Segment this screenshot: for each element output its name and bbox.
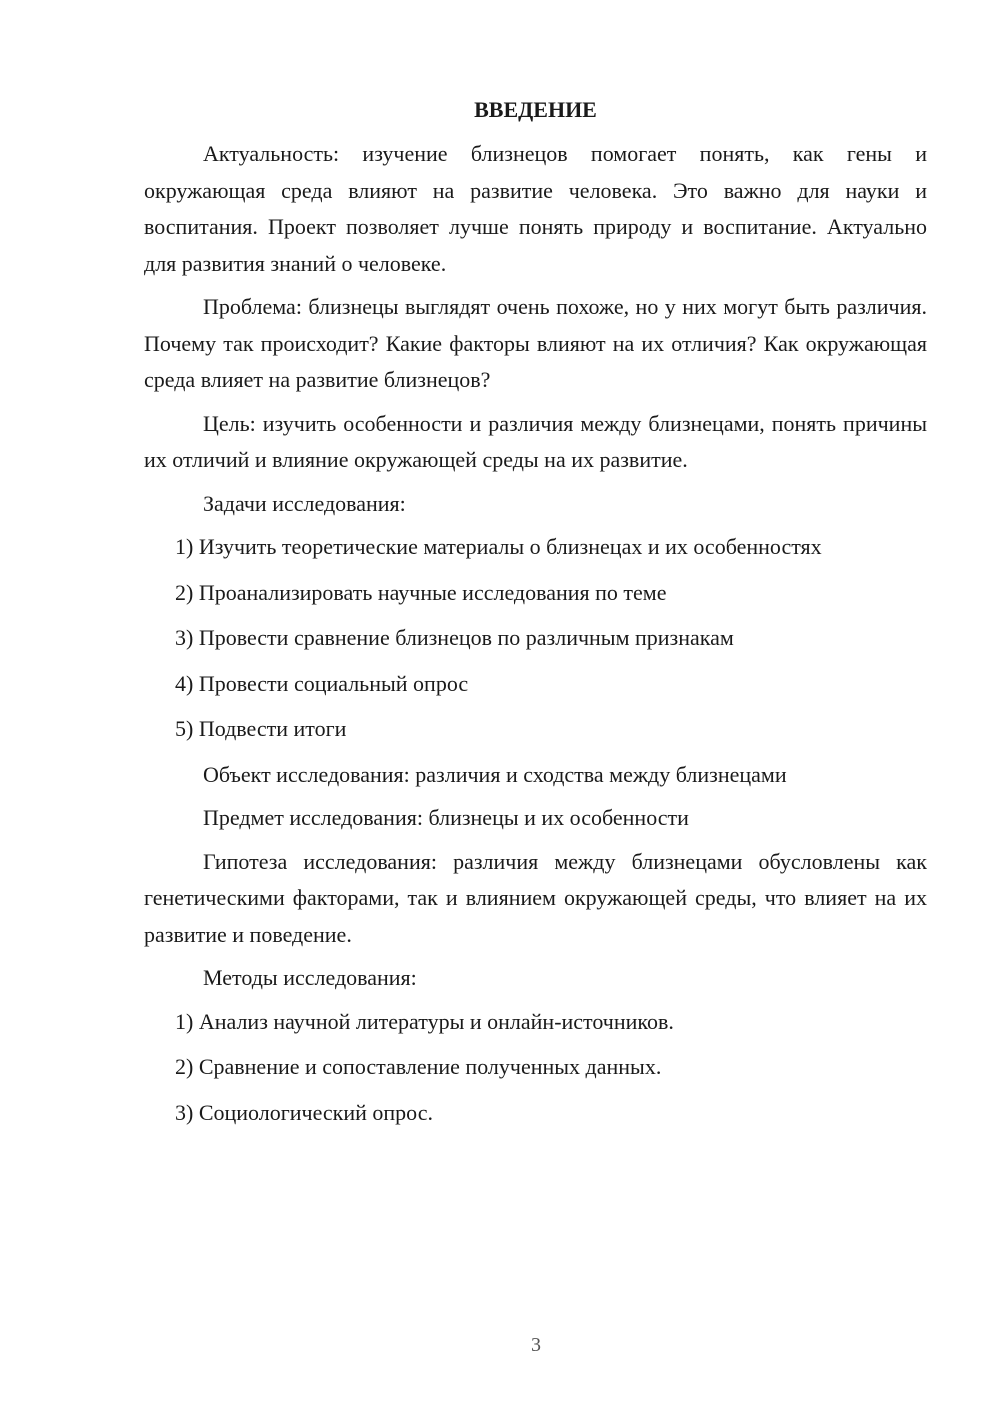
tasks-heading: Задачи исследования: xyxy=(203,490,406,516)
hypothesis-paragraph: Гипотеза исследования: различия между близнецами обусловлены как генетическими факторами, так и влиянием окружающей среды, что влияет на их развитие и поведение. xyxy=(144,848,927,947)
relevance-paragraph: Актуальность: изучение близнецов помогает понять, как гены и окружающая среда влияют на развитие человека. Это важно для науки и воспитания. Проект позволяет лучше понять природу и воспитание. Актуально для развития знаний о человеке. xyxy=(144,141,927,276)
methods-heading: Методы исследования: xyxy=(203,965,417,990)
task-item: 1) Изучить теоретические материалы о близнецах и их особенностях xyxy=(175,534,822,559)
page-number: 3 xyxy=(531,1334,541,1356)
method-item: 2) Сравнение и сопоставление полученных данных. xyxy=(175,1054,662,1079)
task-item: 5) Подвести итоги xyxy=(175,716,347,741)
problem-paragraph: Проблема: близнецы выглядят очень похоже, но у них могут быть различия. Почему так происходит? Какие факторы влияют на их отличия? Как окружающая среда влияет на развитие близнецов? xyxy=(144,294,927,392)
object-paragraph: Объект исследования: различия и сходства между близнецами xyxy=(203,761,787,787)
task-item: 2) Проанализировать научные исследования по теме xyxy=(175,579,667,605)
section-title: ВВЕДЕНИЕ xyxy=(474,97,597,122)
method-item: 3) Социологический опрос. xyxy=(175,1099,433,1125)
subject-paragraph: Предмет исследования: близнецы и их особенности xyxy=(203,805,689,830)
method-item: 1) Анализ научной литературы и онлайн-источников. xyxy=(175,1008,674,1034)
task-item: 4) Провести социальный опрос xyxy=(175,670,469,696)
task-item: 3) Провести сравнение близнецов по различным признакам xyxy=(175,625,734,650)
goal-paragraph: Цель: изучить особенности и различия между близнецами, понять причины их отличий и влияние окружающей среды на их развитие. xyxy=(144,410,927,472)
page-content xyxy=(144,96,927,1140)
